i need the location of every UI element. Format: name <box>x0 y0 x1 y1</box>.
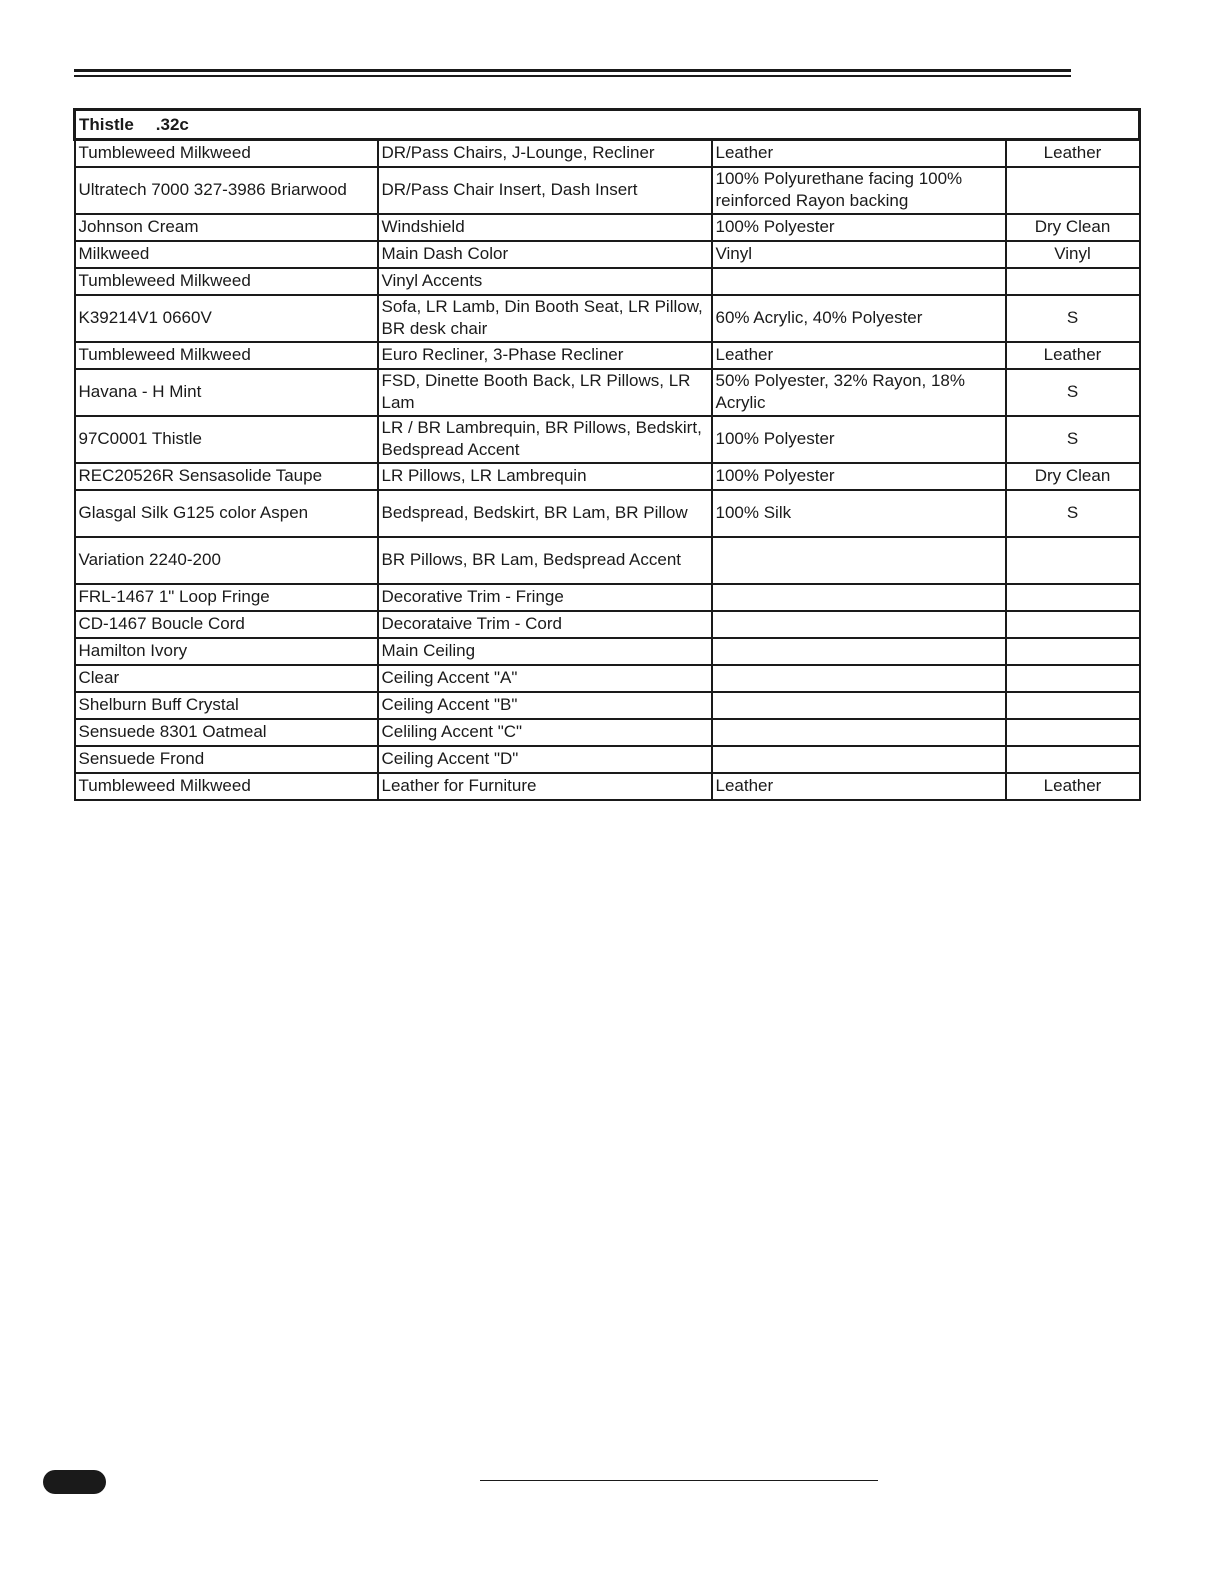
location-cell: Ceiling Accent "A" <box>378 665 712 692</box>
care-cell <box>1006 719 1140 746</box>
content-cell: 50% Polyester, 32% Rayon, 18% Acrylic <box>712 369 1006 416</box>
care-cell <box>1006 746 1140 773</box>
content-cell <box>712 665 1006 692</box>
table-row <box>75 490 1140 537</box>
location-cell: Sofa, LR Lamb, Din Booth Seat, LR Pillow, BR desk chair <box>378 295 712 342</box>
care-cell <box>1006 665 1140 692</box>
content-cell <box>712 719 1006 746</box>
content-cell: Leather <box>712 342 1006 369</box>
table-title-code: .32c <box>155 114 189 134</box>
care-cell: Leather <box>1006 773 1140 800</box>
fabric-cell: REC20526R Sensasolide Taupe <box>75 463 378 490</box>
content-cell <box>712 611 1006 638</box>
content-cell <box>712 746 1006 773</box>
content-cell <box>712 692 1006 719</box>
fabric-cell: Clear <box>75 665 378 692</box>
location-cell: Decorative Trim - Fringe <box>378 584 712 611</box>
location-cell: Decorataive Trim - Cord <box>378 611 712 638</box>
location-cell: Ceiling Accent "B" <box>378 692 712 719</box>
location-cell: Celiling Accent "C" <box>378 719 712 746</box>
table-title <box>75 110 1140 140</box>
fabric-cell: Shelburn Buff Crystal <box>75 692 378 719</box>
fabric-cell: Variation 2240-200 <box>75 537 378 584</box>
content-cell <box>712 638 1006 665</box>
content-cell: Leather <box>712 140 1006 167</box>
location-cell: LR / BR Lambrequin, BR Pillows, Bedskirt, Bedspread Accent <box>378 416 712 463</box>
care-cell <box>1006 167 1140 214</box>
content-cell: 100% Polyester <box>712 463 1006 490</box>
table-title-row <box>75 110 1140 140</box>
table-row <box>75 773 1140 800</box>
care-cell: S <box>1006 490 1140 537</box>
fabric-cell: Tumbleweed Milkweed <box>75 342 378 369</box>
location-cell: Main Dash Color <box>378 241 712 268</box>
table-row <box>75 463 1140 490</box>
content-cell: Vinyl <box>712 241 1006 268</box>
care-cell <box>1006 584 1140 611</box>
fabric-cell: FRL-1467 1" Loop Fringe <box>75 584 378 611</box>
content-cell: 100% Polyester <box>712 214 1006 241</box>
table-row <box>75 342 1140 369</box>
table-row <box>75 214 1140 241</box>
care-cell <box>1006 638 1140 665</box>
care-cell <box>1006 537 1140 584</box>
table-row <box>75 416 1140 463</box>
fabric-schedule-table <box>73 108 1141 801</box>
fabric-cell: CD-1467 Boucle Cord <box>75 611 378 638</box>
fabric-cell: Sensuede 8301 Oatmeal <box>75 719 378 746</box>
location-cell: BR Pillows, BR Lam, Bedspread Accent <box>378 537 712 584</box>
location-cell: Windshield <box>378 214 712 241</box>
location-cell: Leather for Furniture <box>378 773 712 800</box>
care-cell: S <box>1006 416 1140 463</box>
location-cell: DR/Pass Chair Insert, Dash Insert <box>378 167 712 214</box>
fabric-cell: Johnson Cream <box>75 214 378 241</box>
fabric-cell: Sensuede Frond <box>75 746 378 773</box>
care-cell: Dry Clean <box>1006 214 1140 241</box>
content-cell: 60% Acrylic, 40% Polyester <box>712 295 1006 342</box>
fabric-cell: 97C0001 Thistle <box>75 416 378 463</box>
content-cell: Leather <box>712 773 1006 800</box>
care-cell <box>1006 692 1140 719</box>
table-row <box>75 268 1140 295</box>
content-cell <box>712 268 1006 295</box>
location-cell: FSD, Dinette Booth Back, LR Pillows, LR Lam <box>378 369 712 416</box>
fabric-cell: Ultratech 7000 327-3986 Briarwood <box>75 167 378 214</box>
location-cell: DR/Pass Chairs, J-Lounge, Recliner <box>378 140 712 167</box>
footer-rule <box>480 1480 878 1481</box>
table-row <box>75 140 1140 167</box>
care-cell: Leather <box>1006 342 1140 369</box>
table-row <box>75 167 1140 214</box>
table-row <box>75 584 1140 611</box>
table-row <box>75 719 1140 746</box>
table-row <box>75 746 1140 773</box>
page-number-tab <box>43 1470 106 1494</box>
table-row <box>75 611 1140 638</box>
fabric-cell: Hamilton Ivory <box>75 638 378 665</box>
content-cell <box>712 584 1006 611</box>
care-cell: Dry Clean <box>1006 463 1140 490</box>
table-row <box>75 537 1140 584</box>
fabric-cell: Tumbleweed Milkweed <box>75 140 378 167</box>
location-cell: Vinyl Accents <box>378 268 712 295</box>
location-cell: LR Pillows, LR Lambrequin <box>378 463 712 490</box>
content-cell: 100% Silk <box>712 490 1006 537</box>
care-cell <box>1006 611 1140 638</box>
table-row <box>75 369 1140 416</box>
care-cell: Leather <box>1006 140 1140 167</box>
table-title-name: Thistle <box>79 114 134 134</box>
fabric-cell: Milkweed <box>75 241 378 268</box>
fabric-cell: Havana - H Mint <box>75 369 378 416</box>
table-row <box>75 295 1140 342</box>
table-row <box>75 638 1140 665</box>
care-cell: Vinyl <box>1006 241 1140 268</box>
header-rule <box>74 69 1071 77</box>
table-row <box>75 241 1140 268</box>
fabric-cell: Glasgal Silk G125 color Aspen <box>75 490 378 537</box>
fabric-cell: Tumbleweed Milkweed <box>75 268 378 295</box>
fabric-cell: Tumbleweed Milkweed <box>75 773 378 800</box>
location-cell: Euro Recliner, 3-Phase Recliner <box>378 342 712 369</box>
location-cell: Ceiling Accent "D" <box>378 746 712 773</box>
care-cell: S <box>1006 295 1140 342</box>
location-cell: Main Ceiling <box>378 638 712 665</box>
table-row <box>75 665 1140 692</box>
location-cell: Bedspread, Bedskirt, BR Lam, BR Pillow <box>378 490 712 537</box>
content-cell: 100% Polyester <box>712 416 1006 463</box>
care-cell: S <box>1006 369 1140 416</box>
table-row <box>75 692 1140 719</box>
content-cell: 100% Polyurethane facing 100% reinforced Rayon backing <box>712 167 1006 214</box>
fabric-cell: K39214V1 0660V <box>75 295 378 342</box>
care-cell <box>1006 268 1140 295</box>
content-cell <box>712 537 1006 584</box>
